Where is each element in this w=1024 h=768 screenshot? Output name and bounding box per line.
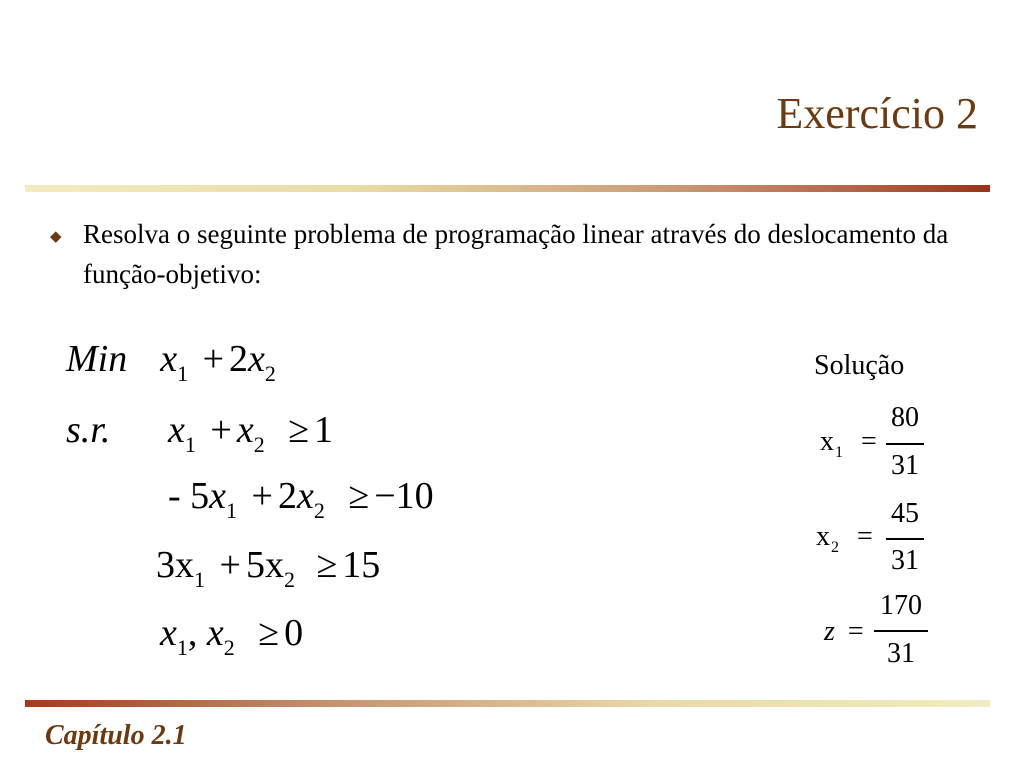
sol-x2-var: x <box>816 521 830 552</box>
nn-x1-sub: 1 <box>176 635 188 660</box>
c1-x1-sub: 1 <box>184 432 196 457</box>
nn-rhs: 0 <box>284 612 304 654</box>
top-divider <box>25 185 990 192</box>
c3-x2: x <box>264 544 284 586</box>
solution-z-lhs <box>824 616 864 648</box>
constraint-2 <box>168 475 434 523</box>
c1-rhs: 1 <box>314 409 334 451</box>
c1-rel: ≥ <box>288 409 310 451</box>
c1-x1: x <box>168 409 185 451</box>
sol-x2-numerator: 45 <box>891 498 919 529</box>
objective-x2-sub: 2 <box>264 361 276 386</box>
nonnegativity <box>160 612 304 660</box>
c1-x2: x <box>236 409 254 451</box>
solution-x1-lhs <box>820 426 877 461</box>
solution-x2-lhs <box>816 521 873 556</box>
nn-x1: x <box>160 612 177 654</box>
nn-x2-sub: 2 <box>223 635 235 660</box>
sol-x1-var: x <box>820 426 834 457</box>
solution-label: Solução <box>814 350 905 381</box>
c3-plus: + <box>219 544 241 586</box>
c3-x1-sub: 1 <box>194 567 205 592</box>
sol-x2-sub: 2 <box>831 539 839 556</box>
subject-to-label: s.r. <box>66 409 111 451</box>
diamond-bullet-icon: ◆ <box>50 229 62 245</box>
c2-coef2: 2 <box>277 475 297 517</box>
objective-plus: + <box>202 338 225 380</box>
sol-x2-fraction-bar <box>886 538 924 540</box>
sol-x1-denominator: 31 <box>891 450 919 481</box>
constraint-1 <box>168 409 334 457</box>
c2-x2: x <box>296 475 314 517</box>
c3-x2-sub: 2 <box>283 567 295 592</box>
objective-coef2: 2 <box>229 338 249 380</box>
sol-z-var: z <box>824 616 835 647</box>
constraint-3 <box>156 544 381 592</box>
sol-z-eq: = <box>847 616 864 647</box>
c2-rhs: −10 <box>374 475 434 517</box>
min-keyword: Min <box>66 338 128 380</box>
c3-coef1: 3 <box>156 544 175 586</box>
c2-x1: x <box>209 475 227 517</box>
sol-x2-eq: = <box>857 521 873 552</box>
slide-title: Exercício 2 <box>776 89 978 138</box>
c3-x1: x <box>175 544 194 586</box>
objective-x1-sub: 1 <box>177 361 189 386</box>
c2-x2-sub: 2 <box>313 498 325 523</box>
sol-x2-denominator: 31 <box>891 545 919 576</box>
c1-plus: + <box>210 409 232 451</box>
sol-x1-fraction-bar <box>886 443 924 445</box>
sol-x1-eq: = <box>861 426 877 457</box>
nn-comma: , <box>187 612 198 654</box>
c2-rel: ≥ <box>348 475 370 517</box>
c3-rhs: 15 <box>342 544 381 586</box>
sol-x1-numerator: 80 <box>891 402 919 433</box>
sol-z-numerator: 170 <box>880 590 922 621</box>
c2-coef1: - 5 <box>168 475 210 517</box>
nn-rel: ≥ <box>258 612 280 654</box>
c3-coef2: 5 <box>245 544 265 586</box>
sol-x1-sub: 1 <box>835 444 843 461</box>
objective-x1: x <box>160 338 178 380</box>
bullet-text: Resolva o seguinte problema de programação linear através do deslocamento da função-objetivo: <box>83 219 949 289</box>
sol-z-fraction-bar <box>874 630 928 632</box>
c2-x1-sub: 1 <box>226 498 238 523</box>
c1-x2-sub: 2 <box>253 432 265 457</box>
chapter-footer: Capítulo 2.1 <box>45 720 187 751</box>
nn-x2: x <box>206 612 224 654</box>
c2-plus: + <box>251 475 273 517</box>
bottom-divider <box>25 700 990 707</box>
c3-rel: ≥ <box>316 544 338 586</box>
objective-x2: x <box>248 338 265 380</box>
objective-function <box>66 338 276 386</box>
sol-z-denominator: 31 <box>887 638 915 669</box>
